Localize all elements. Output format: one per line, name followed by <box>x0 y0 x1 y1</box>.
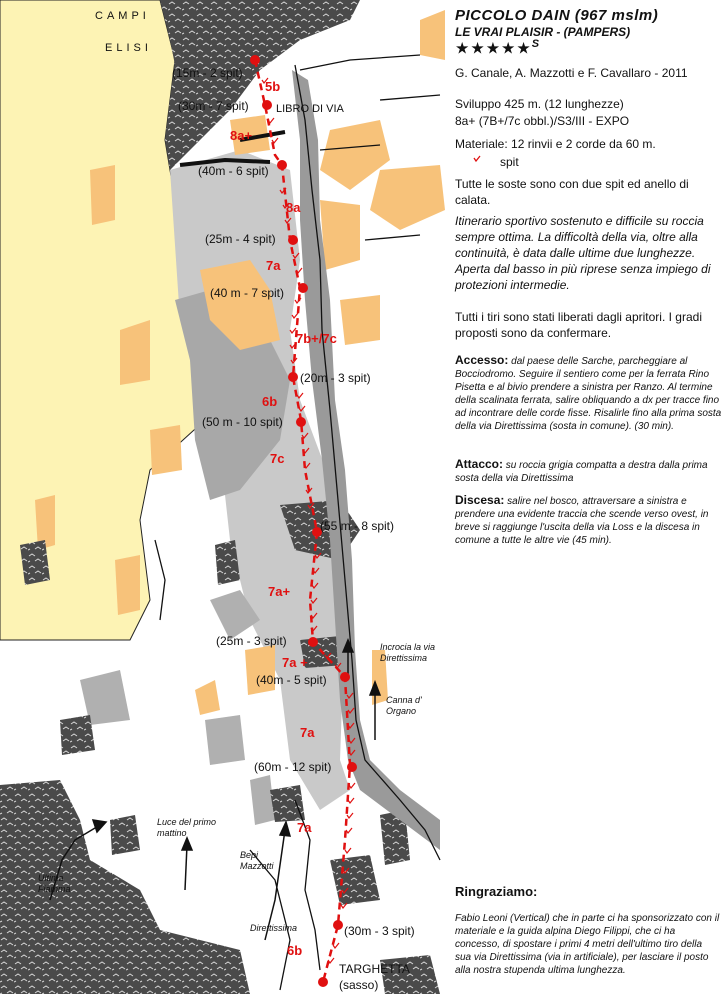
route-description: Itinerario sportivo sostenuto e difficile su roccia sempre ottima. La difficoltà della via, oltre alla continuità, è data dalle ultime due lunghezze. Aperta dal basso in più riprese senza impiego di protezioni intermedie. <box>455 214 711 292</box>
grade-pitch-10: 7a <box>300 725 315 740</box>
thanks-label: Ringraziamo: <box>455 884 538 899</box>
belay-label-3: (40m - 6 spit) <box>198 164 269 178</box>
accesso-label: Accesso: <box>455 353 509 367</box>
grade-pitch-4: 7a <box>266 258 281 273</box>
discesa-label: Discesa: <box>455 493 505 507</box>
belay-label-7: (50 m - 10 spit) <box>202 415 283 429</box>
grade-pitch-5: 7b+/7c <box>296 331 337 346</box>
discesa-text: salire nel bosco, attraversare a sinistra e prendere una evidente traccia che scende verso ovest, in breve si raggiunge l'uscita della via Loss e la discesa in comune a tutte le altre vie (45 min). <box>455 496 709 546</box>
note-direttissima: Direttissima <box>250 923 298 933</box>
sviluppo: Sviluppo 425 m. (12 lunghezze) <box>455 97 624 111</box>
belay-label-11: (60m - 12 spit) <box>254 760 332 774</box>
thanks-text: Fabio Leoni (Vertical) che in parte ci ha sponsorizzato con il materiale e la guida alpina Diego Filippi, che ci ha concesso, di spostare i primi 4 metri dell'ultimo tiro della sua via Direttissima (via in artificiale), per lasciare il posto alla nostra stupenda ultima lunghezza. <box>455 913 720 976</box>
authors: G. Canale, A. Mazzotti e F. Cavallaro - 2011 <box>455 66 688 80</box>
liberati-note: Tutti i tiri sono stati liberati dagli apritori. I gradi proposti sono da confermare. <box>455 310 702 340</box>
note-luce: Luce del primo mattino <box>157 817 217 838</box>
grading: 8a+ (7B+/7c obbl.)/S3/III - EXPO <box>455 114 630 128</box>
grade-pitch-6: 6b <box>262 394 278 409</box>
elisi-label: ELISI <box>105 42 152 54</box>
stars-glyphs: ★★★★★ <box>455 40 532 58</box>
libro-di-via-label: LIBRO DI VIA <box>276 103 344 115</box>
attacco-block <box>455 458 721 485</box>
grade-pitch-2: 8a+ <box>230 128 253 143</box>
accesso-block <box>455 354 721 433</box>
note-canna: Canna d' Organo <box>386 695 422 716</box>
materiale: Materiale: 12 rinvii e 2 corde da 60 m. <box>455 137 656 151</box>
sasso-label: (sasso) <box>339 978 379 992</box>
note-incrocia: Incrocia la via Direttissima <box>380 642 436 663</box>
note-bepi: Bepi Mazzotti <box>240 850 274 871</box>
route-title: PICCOLO DAIN (967 mslm) <box>455 7 659 24</box>
belay-label-4: (25m - 4 spit) <box>205 232 276 246</box>
legend-spit-icon <box>474 156 480 161</box>
grade-pitch-9: 7a + <box>282 655 308 670</box>
discesa-block <box>455 494 721 547</box>
belay-label-1: (15m - 2 spit) <box>172 66 243 80</box>
grade-pitch-8: 7a+ <box>268 584 291 599</box>
campi-label: CAMPI <box>95 10 150 22</box>
belay-label-12: (30m - 3 spit) <box>344 924 415 938</box>
belay-label-5: (40 m - 7 spit) <box>210 286 285 300</box>
belay-label-10: (40m - 5 spit) <box>256 673 327 687</box>
star-rating <box>455 38 540 58</box>
grade-pitch-1: 5b <box>265 79 281 94</box>
route-subtitle: LE VRAI PLAISIR - (PAMPERS) <box>455 25 631 39</box>
accesso-text: dal paese delle Sarche, parcheggiare al Bocciodromo. Seguire il sentiero come per la ferrata Rino Pisetta e al bivio prendere a sinistra per Ranzo. Al termine della scalinata ferrata, salire obliquando a dx per tracce fino ad incontrare delle corde fisse. Risalirle fino alla prima sosta della via Direttissima (sosta in comune). (30 min). <box>455 356 721 432</box>
grade-pitch-11: 7a <box>297 820 312 835</box>
legend-spit-label: spit <box>500 155 519 169</box>
attacco-label: Attacco: <box>455 457 504 471</box>
note-ultima: Ultima Fiamma <box>38 873 71 894</box>
grade-pitch-3: 8a <box>286 200 301 215</box>
grade-pitch-12: 6b <box>287 943 303 958</box>
belay-label-6: (20m - 3 spit) <box>300 371 371 385</box>
grade-pitch-7: 7c <box>270 451 285 466</box>
targhetta-label: TARGHETTA <box>339 962 410 976</box>
stars-suffix: S <box>531 38 541 50</box>
soste-note: Tutte le soste sono con due spit ed anello di calata. <box>455 177 689 207</box>
belay-label-9: (25m - 3 spit) <box>216 634 287 648</box>
attacco-text: su roccia grigia compatta a destra dalla prima sosta della via Direttissima <box>455 460 708 484</box>
belay-label-8: (55 m - 8 spit) <box>320 519 395 533</box>
belay-label-2: (30m - 7 spit) <box>178 99 249 113</box>
